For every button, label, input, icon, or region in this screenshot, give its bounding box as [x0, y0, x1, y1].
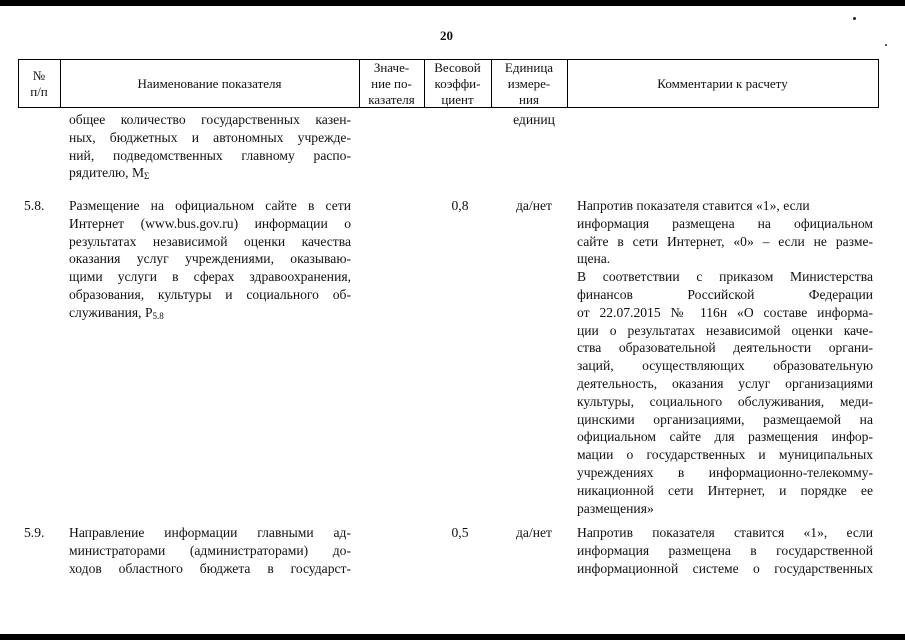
row-number: 5.8.: [24, 198, 45, 213]
row-number: 5.9.: [24, 525, 45, 540]
header-weight: Весовой коэффи- циент: [434, 59, 481, 107]
scan-bottom-border: [0, 634, 905, 640]
header-unit: Единица измере- ния: [504, 59, 554, 107]
scan-speck: [885, 44, 887, 46]
row-unit: да/нет: [516, 525, 552, 540]
header-name: Наименование показателя: [137, 75, 282, 91]
row-name-continued: общее количество государственных казен- ных, бюджетных и автономных учрежде- ний, подведомственных главному распо- рядителю, $М_\Sigma$: [69, 112, 351, 182]
table-header: [18, 59, 879, 108]
row-comment: Напротив показателя ставится «1», если информация размещена в государственной информационной системе о государственных: [577, 525, 873, 576]
scan-top-border: [0, 0, 905, 6]
row-unit: единиц: [513, 112, 555, 127]
header-comment: Комментарии к расчету: [657, 75, 788, 91]
header-num: № п/п: [30, 67, 48, 99]
header-value: Значе- ние по- казателя: [368, 59, 415, 107]
row-weight: 0,5: [451, 525, 469, 540]
scan-speck: [853, 17, 856, 20]
row-name: Размещение на официальном сайте в сети Интернет (www.bus.gov.ru) информации о результатах независимой оценки качества оказания услуг учреждениями, оказываю- щими услуги в сферах здравоохранения, образования, культуры и социального об- служивания, $P_{5.8}$: [69, 198, 351, 321]
row-unit: да/нет: [516, 198, 552, 213]
col-divider: [878, 59, 879, 108]
row-name: Направление информации главными ад- министраторами (администраторами) до- ходов областного бюджета в государст-: [69, 525, 351, 576]
row-weight: 0,8: [451, 198, 469, 213]
page-number: 20: [440, 28, 453, 43]
row-comment: Напротив показателя ставится «1», если информация размещена на официальном сайте в сети Интернет, «0» – если не разме- щена. В соответствии с приказом Министерства финансов Российской Федерации от 22.07.2015 № 116н «О составе информа- ции о результатах независимой оценки каче- ства образовательной деятельности органи- заций, осуществляющих образовательную деятельность, оказания услуг организациями культуры, социального обслуживания, меди- цинскими организациями, размещаемой на официальном сайте для размещения инфор- мации о государственных и муниципальных учреждениях в информационно-телекомму- никационной сети Интернет, и порядке ее размещения»: [577, 198, 873, 516]
